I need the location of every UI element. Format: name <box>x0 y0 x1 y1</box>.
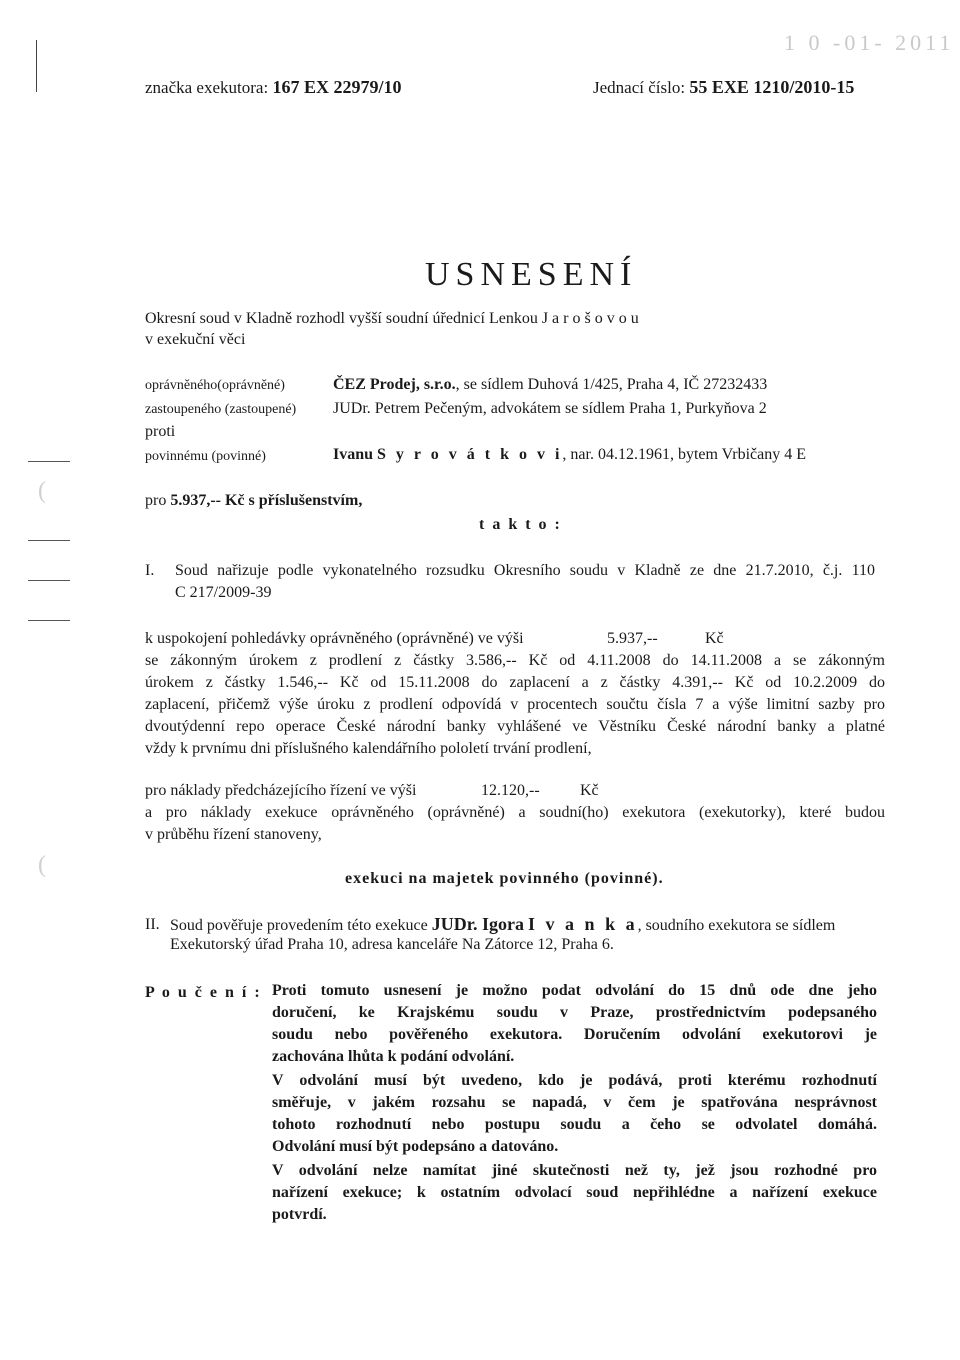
creditor-details: , se sídlem Duhová 1/425, Praha 4, IČ 27232433 <box>455 376 768 393</box>
document-title: USNESENÍ <box>425 256 638 293</box>
creditor-name: ČEZ Prodej, s.r.o. <box>333 376 456 393</box>
executor-reference-label: značka exekutora: <box>145 78 269 97</box>
executor-title: JUDr. Igora <box>431 914 525 934</box>
claim-line: se zákonným úrokem z prodlení z částky 3.586,-- Kč od 4.11.2008 do 14.11.2008 a se zákonným <box>145 652 885 669</box>
instruction-line: doručení, ke Krajskému soudu v Praze, prostřednictvím podepsaného <box>272 1004 877 1021</box>
instruction-heading: P o u č e n í : <box>145 984 262 1001</box>
instruction-line: potvrdí. <box>272 1206 327 1223</box>
instruction-line: směřuje, v jakém rozsahu se napadá, v čem je spatřována nesprávnost <box>272 1094 877 1111</box>
execution-order: exekuci na majetek povinného (povinné). <box>345 870 664 887</box>
section-2-text: , soudního exekutora se sídlem <box>637 917 836 934</box>
costs-text: pro náklady předcházejícího řízení ve výši <box>145 782 417 799</box>
punch-hole-mark: ( <box>38 852 46 878</box>
claim-line: dvoutýdenní repo operace České národní banky vyhlášené ve Věstníku České národní banky a platné <box>145 718 885 735</box>
section-2-number: II. <box>145 916 160 933</box>
punch-hole-mark: ( <box>38 478 46 504</box>
instruction-line: V odvolání nelze namítat jiné skutečnosti než ty, jež jsou rozhodné pro <box>272 1162 877 1179</box>
representative-label: zastoupeného (zastoupené) <box>145 402 297 417</box>
claim-line: zaplacení, přičemž výše úroku z prodlení odpovídá v procentech součtu čísla 7 a výše limitní sazby pro <box>145 696 885 713</box>
margin-dash <box>28 580 70 581</box>
section-2-line: Exekutorský úřad Praha 10, adresa kanceláře Na Zátorce 12, Praha 6. <box>170 936 614 953</box>
case-number <box>593 77 854 98</box>
executor-reference <box>145 77 401 98</box>
clerk-name: J a r o š o v o u <box>541 310 639 327</box>
instruction-line: nařízení exekuce; k ostatním odvolací soud nepřihlédne a nařízení exekuce <box>272 1184 877 1201</box>
intro-case-type: v exekuční věci <box>145 331 246 348</box>
executor-surname: I v a n k a <box>528 914 638 934</box>
debtor-details: , nar. 04.12.1961, bytem Vrbičany 4 E <box>562 446 807 463</box>
section-1-line: Soud nařizuje podle vykonatelného rozsudku Okresního soudu v Kladně ze dne 21.7.2010, č.j. 110 <box>175 562 875 579</box>
executor-reference-value: 167 EX 22979/10 <box>272 77 402 97</box>
instruction-line: V odvolání musí být uvedeno, kdo je podává, proti kterému rozhodnutí <box>272 1072 877 1089</box>
section-1-line: C 217/2009-39 <box>175 584 272 601</box>
costs-line: a pro náklady exekuce oprávněného (oprávněné) a soudní(ho) exekutora (exekutorky), které budou <box>145 804 885 821</box>
debtor-line <box>333 446 806 464</box>
case-number-label: Jednací číslo: <box>593 78 686 97</box>
costs-line: v průběhu řízení stanoveny, <box>145 826 322 843</box>
claim-summary-value: 5.937,-- Kč s příslušenstvím, <box>170 492 363 509</box>
claim-amount: 5.937,-- <box>607 630 658 647</box>
costs-amount: 12.120,-- <box>481 782 540 799</box>
margin-dash <box>28 540 70 541</box>
claim-text: k uspokojení pohledávky oprávněného (oprávněné) ve výši <box>145 630 524 647</box>
margin-dash <box>28 461 70 462</box>
case-number-value: 55 EXE 1210/2010-15 <box>689 77 855 97</box>
debtor-surname: S y r o v á t k o v i <box>377 446 563 463</box>
intro-text: Okresní soud v Kladně rozhodl vyšší soudní úřednicí Lenkou <box>145 310 538 327</box>
claim-currency: Kč <box>705 630 724 647</box>
left-margin-bracket <box>36 40 37 92</box>
intro-line <box>145 310 639 328</box>
creditor-label: oprávněného(oprávněné) <box>145 378 285 393</box>
creditor-line <box>333 376 767 394</box>
debtor-label: povinnému (povinné) <box>145 449 266 464</box>
claim-line: úrokem z částky 1.546,-- Kč od 15.11.2008 do zaplacení a z částky 4.391,-- Kč od 10.2.2009 do <box>145 674 885 691</box>
debtor-first-name: Ivanu <box>333 446 374 463</box>
claim-summary-label: pro <box>145 492 167 509</box>
claim-line: vždy k prvnímu dni příslušného kalendářního pololetí trvání prodlení, <box>145 740 592 757</box>
instruction-line: Proti tomuto usnesení je možno podat odvolání do 15 dnů ode dne jeho <box>272 982 877 999</box>
claim-summary <box>145 492 362 510</box>
section-1-number: I. <box>145 562 155 579</box>
section-2-line <box>170 914 835 935</box>
claim-line <box>145 630 524 648</box>
costs-currency: Kč <box>580 782 599 799</box>
instruction-line: soudu nebo pověřeného exekutora. Doručením odvolání exekutorovi je <box>272 1026 877 1043</box>
takto-heading: t a k t o : <box>479 516 562 533</box>
section-2-text: Soud pověřuje provedením této exekuce <box>170 917 428 934</box>
against-label: proti <box>145 423 176 440</box>
representative-value: JUDr. Petrem Pečeným, advokátem se sídlem Praha 1, Purkyňova 2 <box>333 400 767 417</box>
received-date-stamp: 1 0 -01- 2011 <box>784 30 955 55</box>
instruction-line: tohoto rozhodnutí nebo postupu soudu a čeho se odvolatel domáhá. <box>272 1116 877 1133</box>
margin-dash <box>28 620 70 621</box>
instruction-line: zachována lhůta k podání odvolání. <box>272 1048 515 1065</box>
instruction-line: Odvolání musí být podepsáno a datováno. <box>272 1138 559 1155</box>
